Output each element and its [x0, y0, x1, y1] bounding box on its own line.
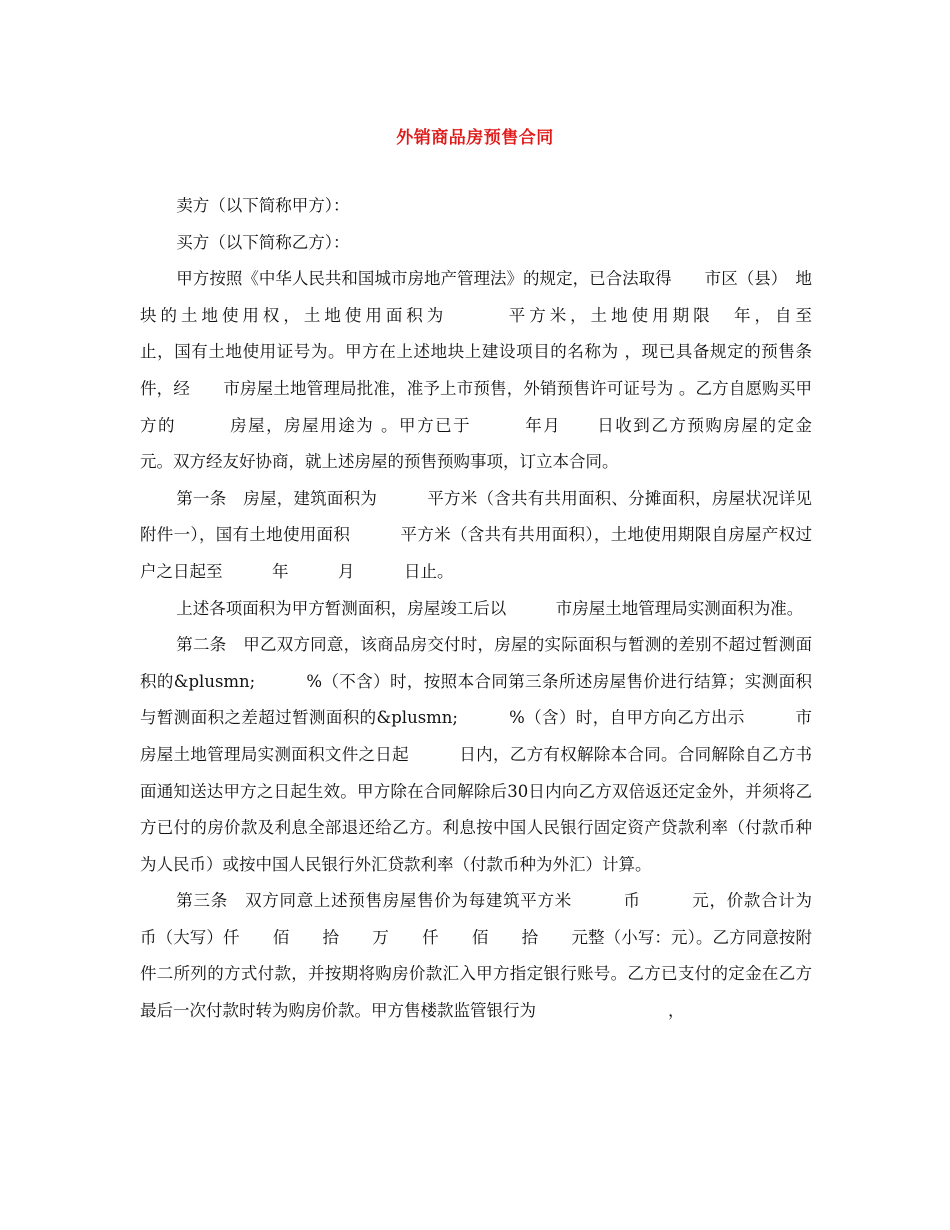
paragraph-preamble: 甲方按照《中华人民共和国城市房地产管理法》的规定，已合法取得 市区（县） 地块的土地使用权，土地使用面积为 平方米，土地使用期限 年，自至 止，国有土地使用证号为。甲方在上述地块上建设项目的名称为 ，现已具备规定的预售条件，经 市房屋土地管理局批准，准予上市预售，外销预售许可证号为 。乙方自愿购买甲方的 房屋，房屋用途为 。甲方已于 年月 日收到乙方预购房屋的定金 元。双方经友好协商，就上述房屋的预售预购事项，订立本合同。	[140, 269, 944, 472]
paragraph-buyer: 买方（以下简称乙方）：	[176, 232, 350, 252]
contract-body	[140, 188, 944, 1030]
paragraph-seller: 卖方（以下简称甲方）：	[176, 196, 350, 215]
paragraph-article-2: 第二条 甲乙双方同意，该商品房交付时，房屋的实际面积与暂测的差别不超过暂测面积的&plusmn; %（不含）时，按照本合同第三条所述房屋售价进行结算；实测面积与暂测面积之差超过暂测面积的&plusmn; %（含）时，自甲方向乙方出示 市房屋土地管理局实测面积文件之日起 日内，乙方有权解除本合同。合同解除自乙方书面通知送达甲方之日起生效。甲方除在合同解除后30日内向乙方双倍返还定金外，并须将乙方已付的房价款及利息全部退还给乙方。利息按中国人民银行固定资产贷款利率（付款币种为人民币）或按中国人民银行外汇贷款利率（付款币种为外汇）计算。	[140, 635, 812, 874]
paragraph-article-3: 第三条 双方同意上述预售房屋售价为每建筑平方米 币 元，价款合计为 币（大写）仟 佰 拾 万 仟 佰 拾 元整（小写：元）。乙方同意按附件二所列的方式付款，并按期将购房价款汇入甲方指定银行账号。乙方已支付的定金在乙方最后一次付款时转为购房价款。甲方售楼款监管银行为 ，	[140, 891, 845, 1021]
paragraph-article-1: 第一条 房屋，建筑面积为 平方米（含共有共用面积、分摊面积，房屋状况详见附件一），国有土地使用面积 平方米（含共有共用面积），土地使用期限自房屋产权过户之日起至 年 月 日止。	[140, 488, 812, 581]
paragraph-area-note: 上述各项面积为甲方暂测面积，房屋竣工后以 市房屋土地管理局实测面积为准。	[176, 598, 804, 618]
document-title: 外销商品房预售合同	[396, 128, 554, 148]
